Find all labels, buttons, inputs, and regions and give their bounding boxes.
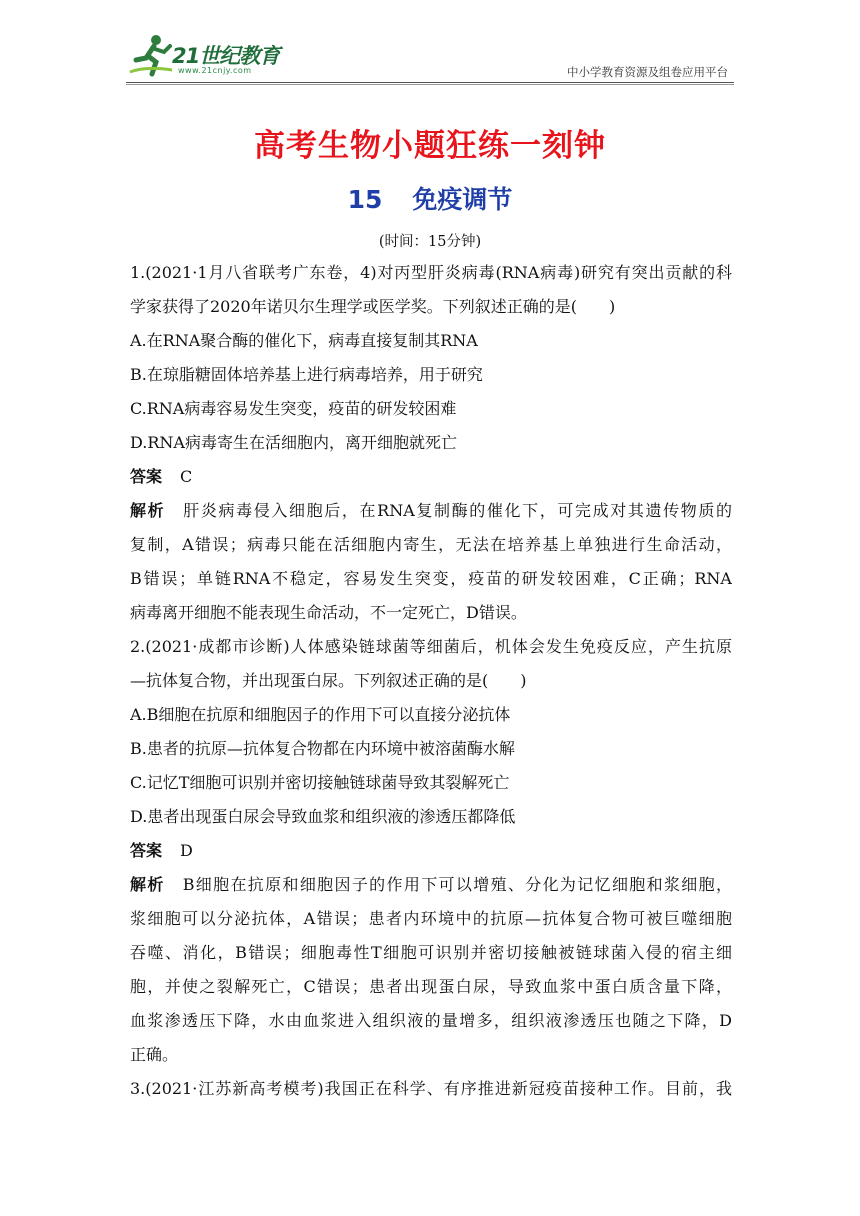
question-1-option-a: A.在RNA聚合酶的催化下，病毒直接复制其RNA xyxy=(130,331,478,350)
question-1-stem-line: 学家获得了2020年诺贝尔生理学或医学奖。下列叙述正确的是( ) xyxy=(130,297,616,316)
logo-url: www.21cnjy.com xyxy=(178,66,252,75)
time-limit: (时间：15分钟) xyxy=(378,234,482,250)
question-1-option-d: D.RNA病毒寄生在活细胞内，离开细胞就死亡 xyxy=(130,433,457,452)
section-subtitle xyxy=(0,180,860,216)
site-logo[interactable] xyxy=(126,32,296,82)
question-2-option-b: B.患者的抗原—抗体复合物都在内环境中被溶菌酶水解 xyxy=(130,739,515,758)
logo-text: 21世纪教育 xyxy=(172,44,280,68)
analysis-text-line: 胞，并使之裂解死亡，C错误；患者出现蛋白尿，导致血浆中蛋白质含量下降， xyxy=(130,977,732,996)
analysis-text-line: B细胞在抗原和细胞因子的作用下可以增殖、分化为记忆细胞和浆细胞， xyxy=(182,875,732,894)
question-1-analysis xyxy=(130,494,732,528)
analysis-text-line: 吞噬、消化，B错误；细胞毒性T细胞可识别并密切接触被链球菌入侵的宿主细 xyxy=(130,943,732,962)
question-content xyxy=(130,256,732,1106)
analysis-label: 解析 xyxy=(130,875,165,894)
question-2-analysis xyxy=(130,868,732,902)
section-topic: 免疫调节 xyxy=(412,185,513,214)
question-2-stem-line: 2.(2021·成都市诊断)人体感染链球菌等细菌后，机体会发生免疫反应，产生抗原 xyxy=(130,637,732,656)
analysis-text-line: 肝炎病毒侵入细胞后，在RNA复制酶的催化下，可完成对其遗传物质的 xyxy=(183,501,732,520)
page-title: 高考生物小题狂练一刻钟 xyxy=(254,128,606,164)
platform-name: 中小学教育资源及组卷应用平台 xyxy=(567,65,728,79)
question-1-option-c: C.RNA病毒容易发生突变，疫苗的研发较困难 xyxy=(130,399,457,418)
analysis-label: 解析 xyxy=(130,501,166,520)
question-1-stem-line: 1.(2021·1月八省联考广东卷，4)对丙型肝炎病毒(RNA病毒)研究有突出贡献的科 xyxy=(130,263,732,282)
section-number: 15 xyxy=(347,185,383,214)
page-header xyxy=(126,32,734,82)
header-divider-thin xyxy=(126,84,734,85)
question-2-option-c: C.记忆T细胞可识别并密切接触链球菌导致其裂解死亡 xyxy=(130,773,510,792)
question-2-answer xyxy=(130,834,732,868)
analysis-text-line: 病毒离开细胞不能表现生命活动，不一定死亡，D错误。 xyxy=(130,603,527,622)
analysis-text-line: B错误；单链RNA不稳定，容易发生突变，疫苗的研发较困难，C正确；RNA xyxy=(130,569,732,588)
answer-value: D xyxy=(180,841,193,860)
answer-label: 答案 xyxy=(130,467,163,486)
analysis-text-line: 复制，A错误；病毒只能在活细胞内寄生，无法在培养基上单独进行生命活动， xyxy=(130,535,732,554)
question-2-option-a: A.B细胞在抗原和细胞因子的作用下可以直接分泌抗体 xyxy=(130,705,511,724)
answer-value: C xyxy=(180,467,193,486)
question-2-stem-line: —抗体复合物，并出现蛋白尿。下列叙述正确的是( ) xyxy=(130,671,527,690)
runner-logo-icon xyxy=(126,32,174,78)
question-2-option-d: D.患者出现蛋白尿会导致血浆和组织液的渗透压都降低 xyxy=(130,807,516,826)
analysis-text-line: 血浆渗透压下降，水由血浆进入组织液的量增多，组织液渗透压也随之下降，D xyxy=(130,1011,732,1030)
question-3-stem-line: 3.(2021·江苏新高考模考)我国正在科学、有序推进新冠疫苗接种工作。目前，我 xyxy=(130,1079,732,1098)
question-1-option-b: B.在琼脂糖固体培养基上进行病毒培养，用于研究 xyxy=(130,365,483,384)
header-divider xyxy=(126,82,734,83)
answer-label: 答案 xyxy=(130,841,163,860)
analysis-text-line: 浆细胞可以分泌抗体，A错误；患者内环境中的抗原—抗体复合物可被巨噬细胞 xyxy=(130,909,732,928)
question-1-answer xyxy=(130,460,732,494)
analysis-text-line: 正确。 xyxy=(130,1045,179,1064)
